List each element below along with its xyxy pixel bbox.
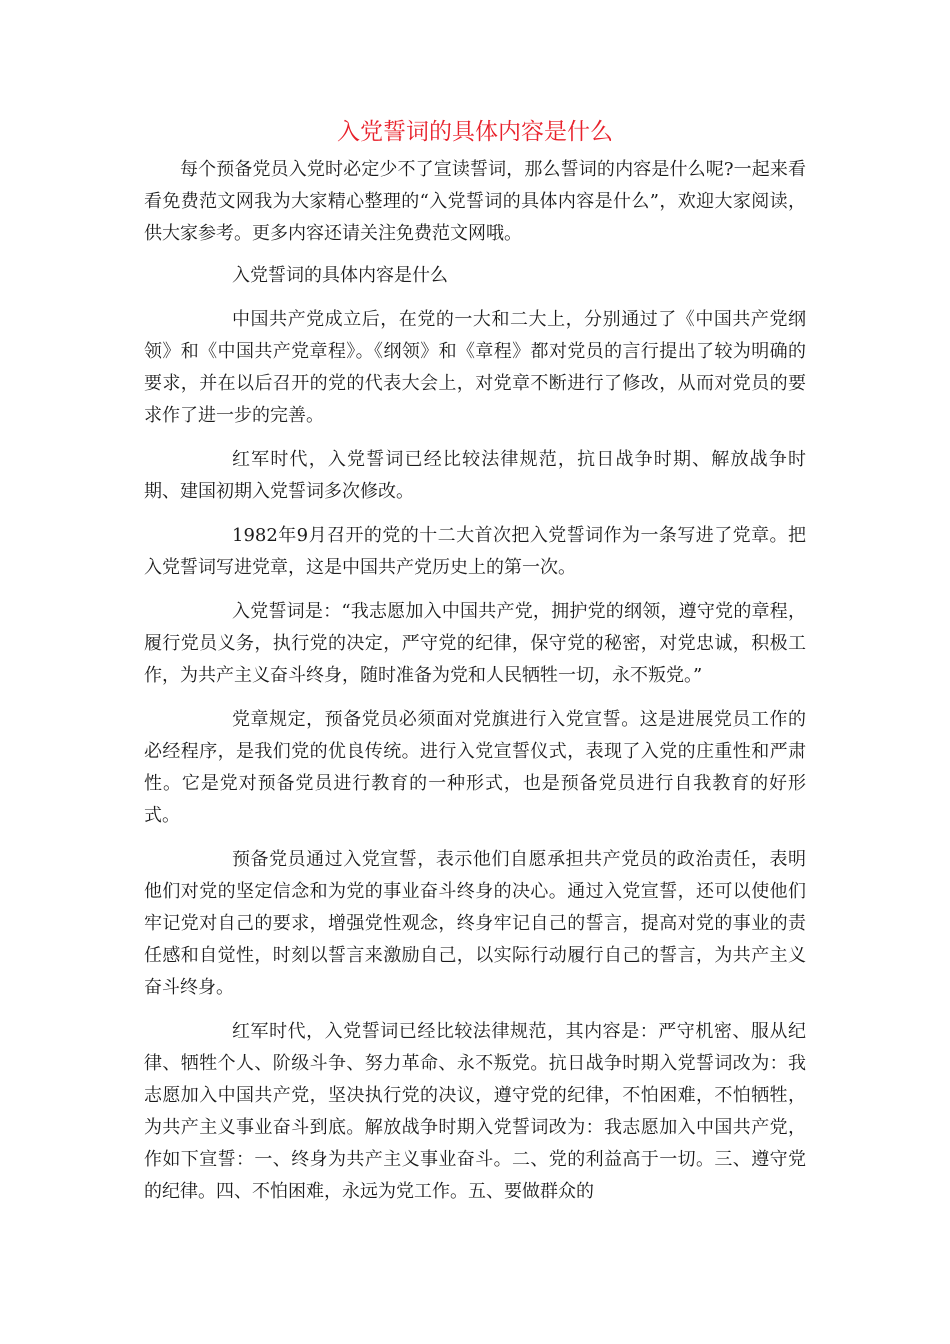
body-paragraph: 预备党员通过入党宣誓，表示他们自愿承担共产党员的政治责任，表明他们对党的坚定信念和为党的事业奋斗终身的决心。通过入党宣誓，还可以使他们牢记党对自己的要求，增强党性观念，终身牢记自己的誓言，提高对党的事业的责任感和自觉性，时刻以誓言来激励自己，以实际行动履行自己的誓言，为共产主义奋斗终身。 (144, 849, 806, 998)
section-heading: 入党誓词的具体内容是什么 (232, 265, 448, 286)
document-body (144, 154, 806, 1220)
body-paragraph: 1982年9月召开的党的十二大首次把入党誓词作为一条写进了党章。把入党誓词写进党章，这是中国共产党历史上的第一次。 (144, 525, 806, 578)
body-paragraph: 入党誓词是：“我志愿加入中国共产党，拥护党的纲领，遵守党的章程，履行党员义务，执行党的决定，严守党的纪律，保守党的秘密，对党忠诚，积极工作，为共产主义奋斗终身，随时准备为党和人民牺牲一切，永不叛党。” (144, 601, 806, 686)
intro-paragraph: 每个预备党员入党时必定少不了宣读誓词，那么誓词的内容是什么呢?一起来看看免费范文网我为大家精心整理的“入党誓词的具体内容是什么”，欢迎大家阅读，供大家参考。更多内容还请关注免费范文网哦。 (144, 159, 806, 244)
document-title: 入党誓词的具体内容是什么 (337, 119, 613, 145)
body-paragraph: 红军时代，入党誓词已经比较法律规范，抗日战争时期、解放战争时期、建国初期入党誓词多次修改。 (144, 449, 806, 502)
body-paragraph: 中国共产党成立后，在党的一大和二大上，分别通过了《中国共产党纲领》和《中国共产党章程》。《纲领》和《章程》都对党员的言行提出了较为明确的要求，并在以后召开的党的代表大会上，对党章不断进行了修改，从而对党员的要求作了进一步的完善。 (144, 309, 806, 426)
body-paragraph: 党章规定，预备党员必须面对党旗进行入党宣誓。这是进展党员工作的必经程序，是我们党的优良传统。进行入党宣誓仪式，表现了入党的庄重性和严肃性。它是党对预备党员进行教育的一种形式，也是预备党员进行自我教育的好形式。 (144, 709, 806, 826)
body-paragraph: 红军时代，入党誓词已经比较法律规范，其内容是：严守机密、服从纪律、牺牲个人、阶级斗争、努力革命、永不叛党。抗日战争时期入党誓词改为：我志愿加入中国共产党，坚决执行党的决议，遵守党的纪律，不怕困难，不怕牺牲，为共产主义事业奋斗到底。解放战争时期入党誓词改为：我志愿加入中国共产党，作如下宣誓：一、终身为共产主义事业奋斗。二、党的利益高于一切。三、遵守党的纪律。四、不怕困难，永远为党工作。五、要做群众的 (144, 1021, 806, 1202)
